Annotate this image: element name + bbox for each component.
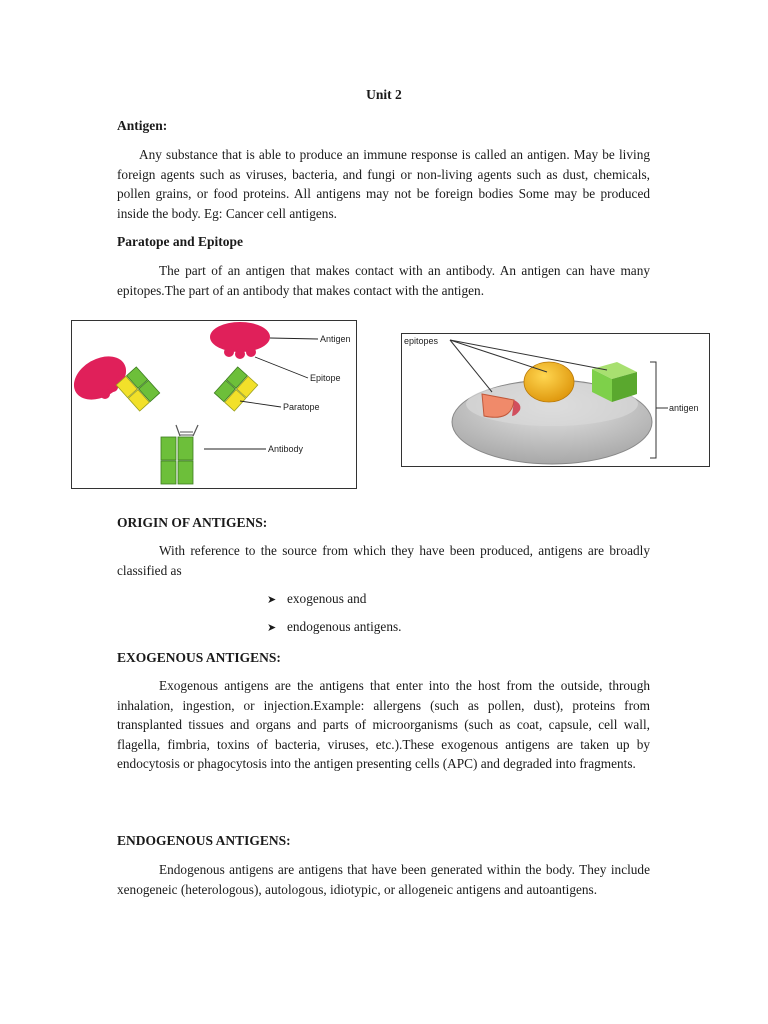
epitope-sphere bbox=[524, 362, 574, 402]
label-paratope: Paratope bbox=[283, 402, 320, 412]
list-item-text: exogenous and bbox=[287, 591, 367, 606]
label-epitope: Epitope bbox=[310, 373, 341, 383]
origin-text: With reference to the source from which they have been produced, antigens are broadly classified as bbox=[117, 543, 650, 578]
endogenous-heading: ENDOGENOUS ANTIGENS: bbox=[117, 833, 291, 848]
antibody-right-arm bbox=[214, 367, 257, 411]
endogenous-paragraph bbox=[117, 860, 650, 899]
endogenous-text: Endogenous antigens are antigens that have been generated within the body. They include xenogeneic (heterologous), autologous, idiotypic, or allogeneic antigens and autoantigens. bbox=[117, 862, 650, 897]
arrow-bullet-icon: ➤ bbox=[267, 593, 277, 606]
exogenous-heading: EXOGENOUS ANTIGENS: bbox=[117, 650, 281, 665]
paratope-text: The part of an antigen that makes contact with an antibody. An antigen can have many epitopes.The part of an antibody that makes contact with the antigen. bbox=[117, 263, 650, 298]
antibody-figure bbox=[71, 320, 357, 489]
antigen-body bbox=[210, 322, 270, 352]
antigen-text: Any substance that is able to produce an immune response is called an antigen. May be living foreign agents such as viruses, bacteria, and fungi or non-living agents such as dust, chemicals, pollen grains, or food proteins. All antigens may not be foreign bodies Some may be produced inside the body. Eg: Cancer cell antigens. bbox=[117, 147, 650, 221]
antigen-paragraph bbox=[117, 145, 650, 223]
exogenous-text: Exogenous antigens are the antigens that enter into the host from the outside, through inhalation, ingestion, or injection.Example: allergens (such as pollen, dust), proteins from transplanted tissues and organs and parts of microorganisms (such as coat, capsule, cell wall, flagella, fimbria, toxins of bacteria, viruses, etc.).These exogenous antigens are taken up by endocytosis or phagocytosis into the antigen presenting cells (APC) and degraded into fragments. bbox=[117, 678, 650, 772]
label-antigen: antigen bbox=[669, 403, 699, 413]
paratope-paragraph bbox=[117, 261, 650, 300]
epitope-diagram bbox=[402, 334, 709, 466]
antibody-stem bbox=[161, 437, 193, 484]
epitope-bump bbox=[235, 349, 245, 359]
label-antibody: Antibody bbox=[268, 444, 304, 454]
antigen-shape-top bbox=[210, 322, 270, 359]
epitope-bump bbox=[108, 382, 118, 392]
list-item bbox=[267, 591, 366, 607]
antigen-heading: Antigen: bbox=[117, 118, 168, 133]
origin-paragraph bbox=[117, 541, 650, 580]
epitope-bump bbox=[224, 347, 234, 357]
arrow-bullet-icon: ➤ bbox=[267, 621, 277, 634]
label-epitopes: epitopes bbox=[404, 336, 439, 346]
epitope-figure bbox=[401, 333, 710, 467]
epitope-bump bbox=[100, 389, 110, 399]
exogenous-paragraph bbox=[117, 676, 650, 774]
epitope-bump bbox=[246, 347, 256, 357]
list-item bbox=[267, 619, 401, 635]
page-title: Unit 2 bbox=[366, 87, 402, 102]
list-item-text: endogenous antigens. bbox=[287, 619, 402, 634]
label-antigen: Antigen bbox=[320, 334, 351, 344]
origin-heading: ORIGIN OF ANTIGENS: bbox=[117, 515, 268, 530]
antibody-diagram bbox=[72, 321, 356, 488]
paratope-heading: Paratope and Epitope bbox=[117, 234, 244, 249]
